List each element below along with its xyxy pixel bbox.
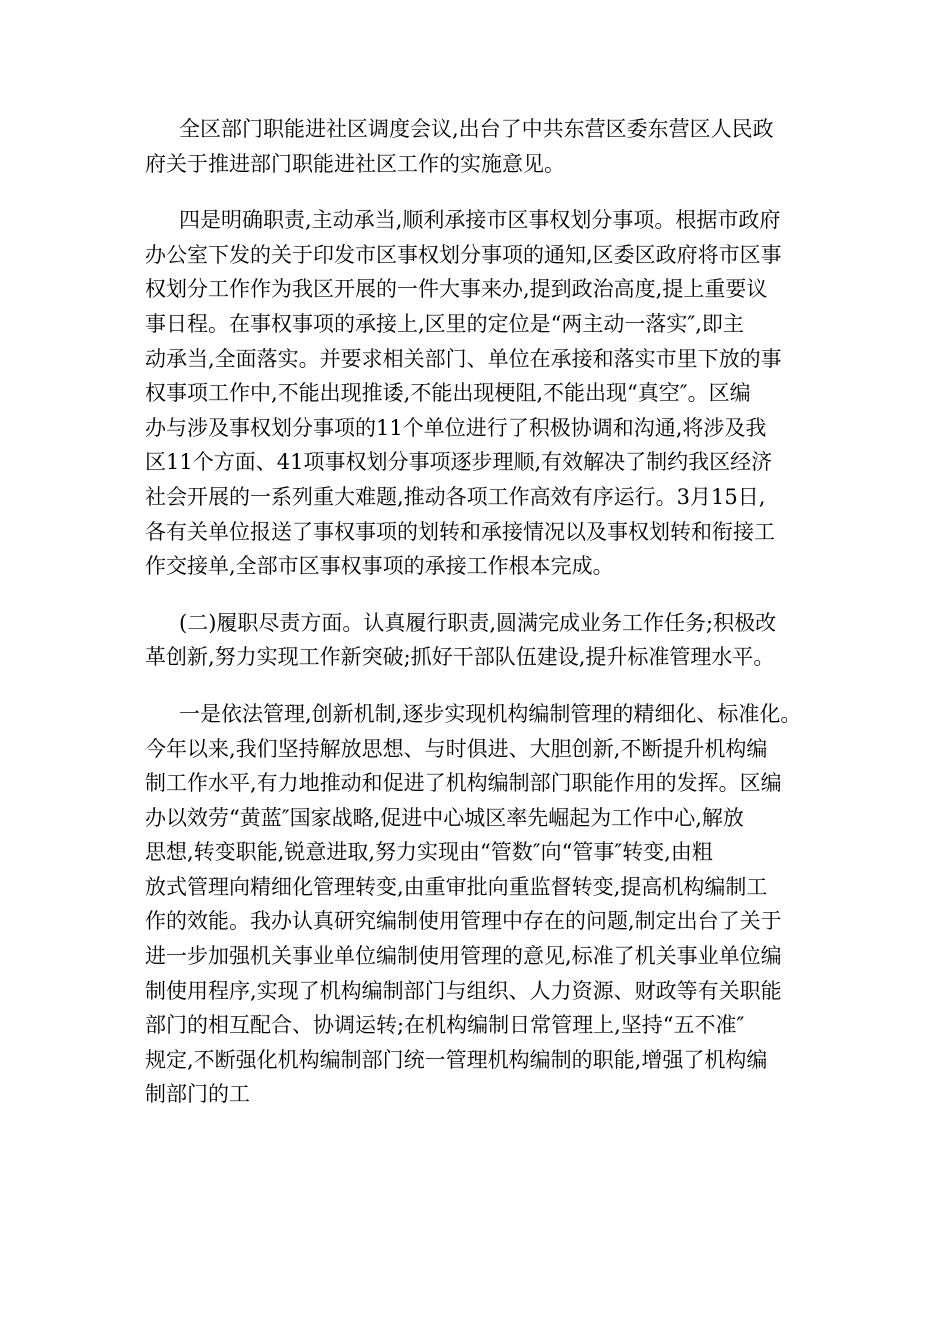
text-line: 放式管理向精细化管理转变,由重审批向重监督转变,提高机构编制工 xyxy=(145,874,768,899)
text-line: 思想,转变职能,锐意进取,努力实现由“管数″向“管事″转变,由粗 xyxy=(145,840,713,865)
text-line: 社会开展的一系列重大难题,推动各项工作高效有序运行。3月15日, xyxy=(145,484,766,509)
text-line: 府关于推进部门职能进社区工作的实施意见。 xyxy=(145,151,565,176)
text-line: 制工作水平,有力地推动和促进了机构编制部门职能作用的发挥。区编 xyxy=(145,771,782,796)
text-line: 权事项工作中,不能出现推诿,不能出现梗阻,不能出现“真空″。区编 xyxy=(145,381,751,406)
text-line: 作交接单,全部市区事权事项的承接工作根本完成。 xyxy=(145,554,614,579)
text-line: 区11个方面、41项事权划分事项逐步理顺,有效解决了制约我区经济 xyxy=(145,450,773,475)
paragraph-4 xyxy=(145,697,825,1112)
text-line: 四是明确职责,主动承当,顺利承接市区事权划分事项。根据市政府 xyxy=(179,208,781,233)
text-line: 办公室下发的关于印发市区事权划分事项的通知,区委区政府将市区事 xyxy=(145,242,782,267)
text-line: (二)履职尽责方面。认真履行职责,圆满完成业务工作任务;积极改 xyxy=(179,610,777,635)
paragraph-2 xyxy=(145,203,825,584)
text-line: 作的效能。我办认真研究编制使用管理中存在的问题,制定出台了关于 xyxy=(145,909,782,934)
text-line: 全区部门职能进社区调度会议,出台了中共东营区委东营区人民政 xyxy=(179,117,774,141)
text-line: 事日程。在事权事项的承接上,区里的定位是“两主动一落实″,即主 xyxy=(145,311,744,336)
text-line: 部门的相互配合、协调运转;在机构编制日常管理上,坚持“五不准″ xyxy=(145,1013,745,1038)
text-line: 动承当,全面落实。并要求相关部门、单位在承接和落实市里下放的事 xyxy=(145,346,782,371)
document-page xyxy=(145,112,825,1134)
text-line: 一是依法管理,创新机制,逐步实现机构编制管理的精细化、标准化。 xyxy=(179,701,802,726)
text-line: 权划分工作作为我区开展的一件大事来办,提到政治高度,提上重要议 xyxy=(145,277,768,302)
text-line: 革创新,努力实现工作新突破;抓好干部队伍建设,提升标准管理水平。 xyxy=(145,645,775,670)
text-line: 各有关单位报送了事权事项的划转和承接情况以及事权划转和衔接工 xyxy=(145,519,775,544)
paragraph-1 xyxy=(145,112,825,181)
paragraph-3 xyxy=(145,606,825,675)
text-line: 制部门的工 xyxy=(145,1082,250,1107)
text-line: 今年以来,我们坚持解放思想、与时俱进、大胆创新,不断提升机构编 xyxy=(145,736,768,761)
text-line: 办与涉及事权划分事项的11个单位进行了积极协调和沟通,将涉及我 xyxy=(145,415,767,440)
text-line: 进一步加强机关事业单位编制使用管理的意见,标准了机关事业单位编 xyxy=(145,944,782,969)
text-line: 制使用程序,实现了机构编制部门与组织、人力资源、财政等有关职能 xyxy=(145,978,782,1003)
text-line: 规定,不断强化机构编制部门统一管理机构编制的职能,增强了机构编 xyxy=(145,1047,768,1072)
text-line: 办以效劳“黄蓝″国家战略,促进中心城区率先崛起为工作中心,解放 xyxy=(145,805,744,830)
